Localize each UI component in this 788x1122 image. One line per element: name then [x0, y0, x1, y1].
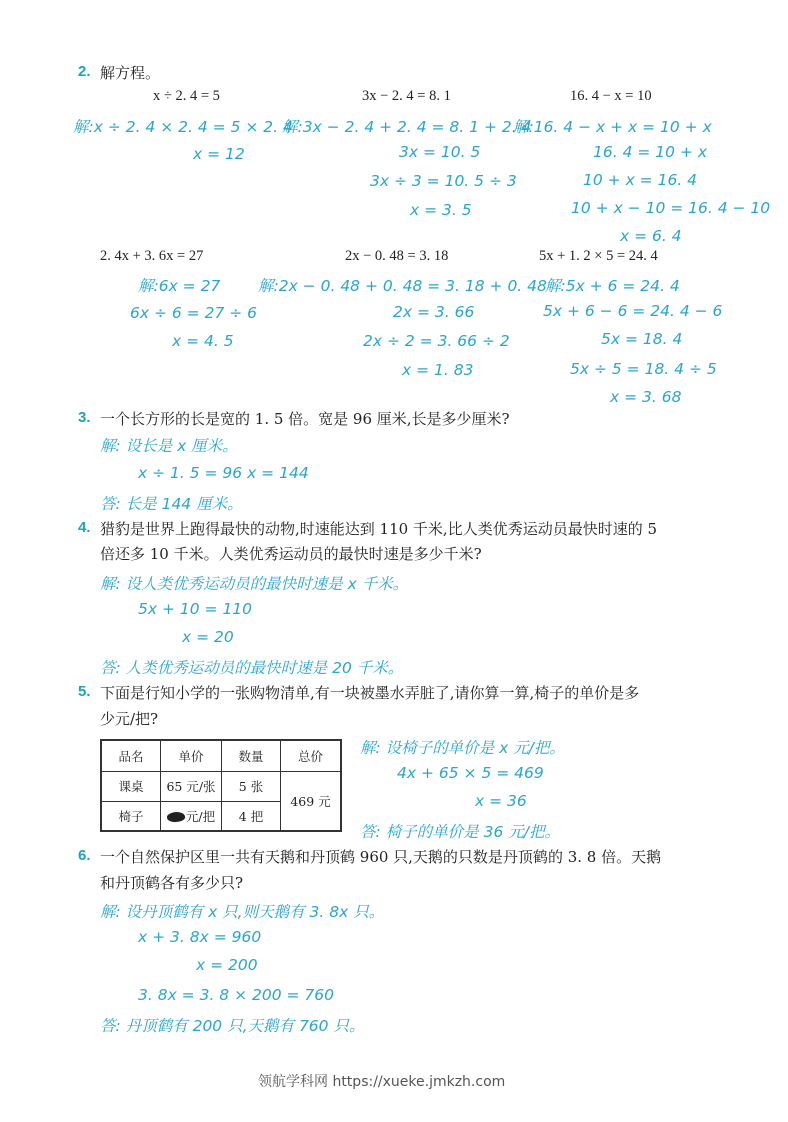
equation: 2x − 0. 48 = 3. 18 [345, 248, 449, 264]
q6-number: 6. [78, 847, 91, 864]
solution-step: 3x = 10. 5 [399, 143, 481, 161]
solution-step: x = 12 [193, 145, 245, 163]
answer-line: 解: 设椅子的单价是 x 元/把。 [360, 739, 565, 757]
solution-step: x = 3. 5 [410, 201, 472, 219]
q3-text: 一个长方形的长是宽的 1. 5 倍。宽是 96 厘米,长是多少厘米? [100, 410, 510, 428]
solution-step: 10 + x = 16. 4 [583, 171, 698, 189]
table-header: 单价 [161, 740, 222, 771]
answer-line: 解: 设人类优秀运动员的最快时速是 x 千米。 [100, 575, 409, 593]
equation: 16. 4 − x = 10 [570, 88, 652, 104]
table-cell: 课桌 [101, 771, 161, 801]
solution-step: 解:16. 4 − x + x = 10 + x [513, 118, 712, 136]
answer-line: 3. 8x = 3. 8 × 200 = 760 [138, 986, 335, 1004]
ink-blot-icon [166, 811, 185, 823]
answer-line: 答: 椅子的单价是 36 元/把。 [360, 823, 560, 841]
table-row [101, 771, 341, 801]
table-header: 总价 [281, 740, 342, 771]
solution-step: x = 4. 5 [172, 332, 234, 350]
answer-line: 答: 丹顶鹤有 200 只,天鹅有 760 只。 [100, 1017, 365, 1035]
q3-number: 3. [78, 409, 91, 426]
answer-line: 答: 长是 144 厘米。 [100, 495, 243, 513]
solution-step: x = 3. 68 [610, 388, 682, 406]
answer-line: 解: 设丹顶鹤有 x 只,则天鹅有 3. 8x 只。 [100, 903, 385, 921]
q5-number: 5. [78, 683, 91, 700]
answer-line: x ÷ 1. 5 = 96 x = 144 [138, 464, 309, 482]
equation: 5x + 1. 2 × 5 = 24. 4 [539, 248, 658, 264]
solution-step: 5x = 18. 4 [601, 330, 683, 348]
solution-step: 2x = 3. 66 [393, 303, 475, 321]
solution-step: 6x ÷ 6 = 27 ÷ 6 [130, 304, 258, 322]
solution-step: 10 + x − 10 = 16. 4 − 10 [571, 199, 771, 217]
answer-line: 解: 设长是 x 厘米。 [100, 437, 238, 455]
q2-number: 2. [78, 63, 91, 80]
q4-text-line: 猎豹是世界上跑得最快的动物,时速能达到 110 千米,比人类优秀运动员最快时速的 5 [100, 520, 658, 538]
q2-title: 解方程。 [100, 64, 161, 82]
solution-step: x = 1. 83 [402, 361, 474, 379]
solution-step: 解:5x + 6 = 24. 4 [545, 277, 680, 295]
solution-step: 2x ÷ 2 = 3. 66 ÷ 2 [363, 332, 510, 350]
equation: x ÷ 2. 4 = 5 [153, 88, 220, 104]
answer-line: x = 200 [196, 956, 258, 974]
solution-step: 5x ÷ 5 = 18. 4 ÷ 5 [570, 360, 717, 378]
q5-text-line: 少元/把? [100, 710, 159, 728]
answer-line: 5x + 10 = 110 [138, 600, 253, 618]
table-cell-total: 469 元 [281, 771, 342, 831]
solution-step: x = 6. 4 [620, 227, 682, 245]
price-unit: 元/把 [185, 808, 216, 824]
equation: 3x − 2. 4 = 8. 1 [362, 88, 451, 104]
table-cell: 4 把 [222, 801, 281, 831]
solution-step: 解:x ÷ 2. 4 × 2. 4 = 5 × 2. 4 [73, 118, 293, 136]
equation: 2. 4x + 3. 6x = 27 [100, 248, 204, 264]
answer-line: x = 20 [182, 628, 234, 646]
table-cell: 65 元/张 [161, 771, 222, 801]
solution-step: 3x ÷ 3 = 10. 5 ÷ 3 [370, 172, 517, 190]
q6-text-line: 一个自然保护区里一共有天鹅和丹顶鹤 960 只,天鹅的只数是丹顶鹤的 3. 8 倍。天鹅 [100, 848, 662, 866]
shopping-list-table [100, 739, 342, 832]
table-header: 品名 [101, 740, 161, 771]
answer-line: 4x + 65 × 5 = 469 [397, 764, 544, 782]
solution-step: 解:3x − 2. 4 + 2. 4 = 8. 1 + 2. 4 [282, 118, 532, 136]
answer-line: x + 3. 8x = 960 [138, 928, 262, 946]
q4-number: 4. [78, 519, 91, 536]
answer-line: x = 36 [475, 792, 527, 810]
table-cell: 椅子 [101, 801, 161, 831]
table-cell: 5 张 [222, 771, 281, 801]
table-header: 数量 [222, 740, 281, 771]
solution-step: 解:6x = 27 [138, 277, 221, 295]
answer-line: 答: 人类优秀运动员的最快时速是 20 千米。 [100, 659, 404, 677]
footer-watermark: 领航学科网 https://xueke.jmkzh.com [258, 1074, 506, 1090]
q5-text-line: 下面是行知小学的一张购物清单,有一块被墨水弄脏了,请你算一算,椅子的单价是多 [100, 684, 640, 702]
table-cell-ink-price [161, 801, 222, 831]
solution-step: 16. 4 = 10 + x [593, 143, 708, 161]
solution-step: 5x + 6 − 6 = 24. 4 − 6 [543, 302, 723, 320]
q4-text-line: 倍还多 10 千米。人类优秀运动员的最快时速是多少千米? [100, 545, 482, 563]
q6-text-line: 和丹顶鹤各有多少只? [100, 874, 244, 892]
solution-step: 解:2x − 0. 48 + 0. 48 = 3. 18 + 0. 48 [258, 277, 547, 295]
